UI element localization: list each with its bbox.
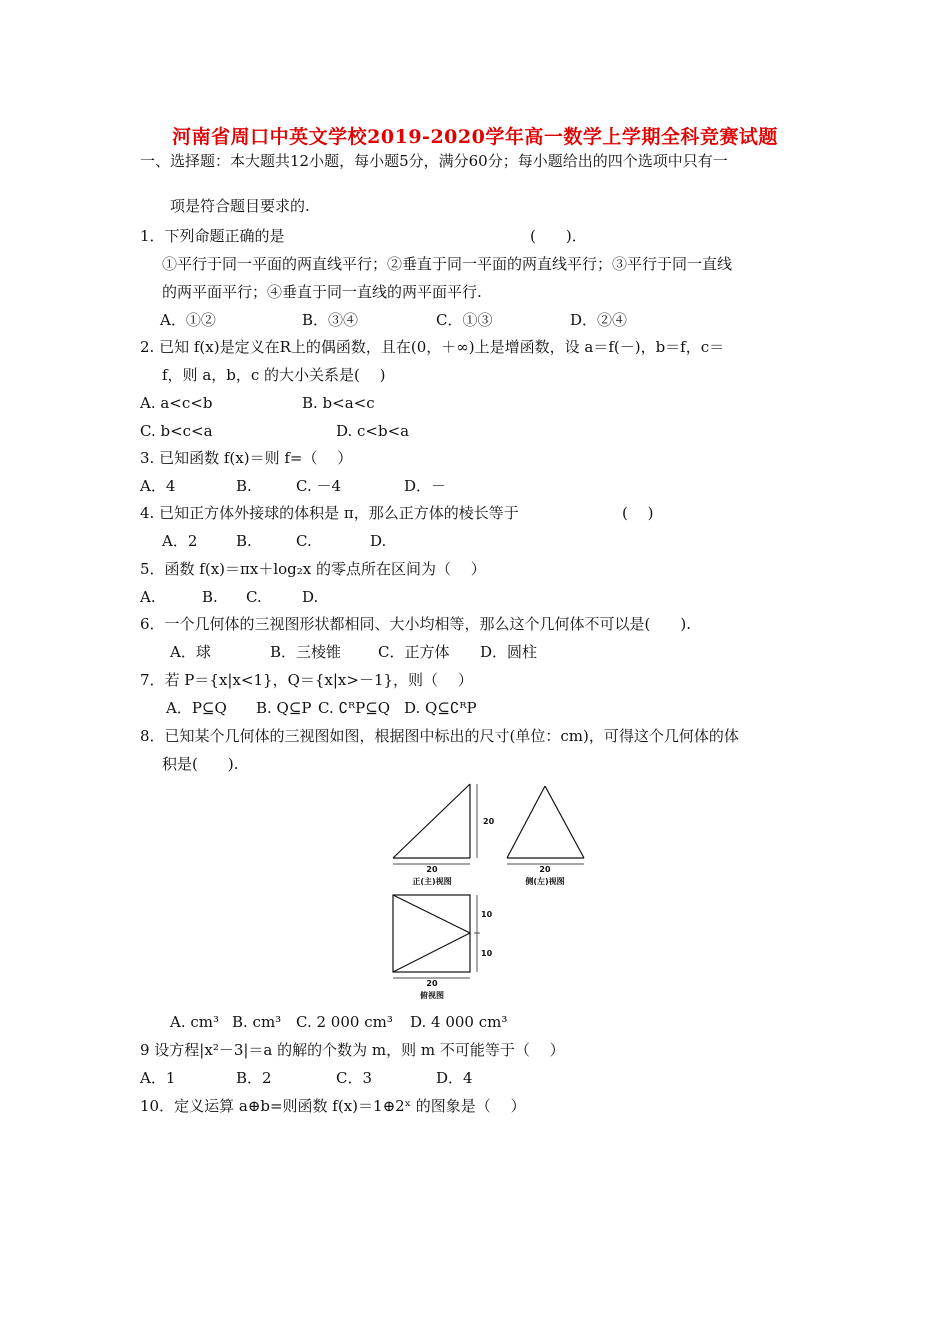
- q1-option-b: B．③④: [302, 311, 359, 329]
- q5-stem: 5．函数 f(x)＝πx＋log₂x 的零点所在区间为（ ）: [140, 560, 486, 578]
- q3-option-d: D．－: [404, 477, 447, 495]
- top-lower-label: 10: [481, 949, 493, 958]
- q3-stem: 3. 已知函数 f(x)＝则 f=（ ）: [140, 449, 353, 467]
- q8-option-c: C. 2 000 cm³: [296, 1013, 393, 1031]
- q8-option-d: D. 4 000 cm³: [410, 1013, 508, 1031]
- q5-option-b: B.: [202, 588, 218, 606]
- q5-option-a: A.: [140, 588, 156, 606]
- q9-stem: 9 设方程|x²－3|＝a 的解的个数为 m，则 m 不可能等于（ ）: [140, 1041, 565, 1059]
- q2-stem-line2: f，则 a，b，c 的大小关系是( ): [162, 366, 386, 384]
- q1-answer-paren: ( )．: [530, 227, 587, 245]
- q8-option-b: B. cm³: [232, 1013, 282, 1031]
- page-title: 河南省周口中英文学校2019-2020学年高一数学上学期全科竞赛试题: [172, 126, 778, 148]
- three-view-figure: [385, 780, 595, 1005]
- q6-option-a: A．球: [170, 643, 211, 661]
- q3-option-c: C. －4: [296, 477, 342, 495]
- q7-option-b: B. Q⊆P: [256, 699, 312, 717]
- q4-answer-paren: ( ): [622, 504, 654, 522]
- q7-stem: 7．若 P＝{x|x<1}，Q＝{x|x>－1}，则（ ）: [140, 671, 473, 689]
- q6-option-c: C．正方体: [378, 643, 450, 661]
- front-view-caption: 正(主)视图: [412, 877, 452, 886]
- q8-stem-line1: 8．已知某个几何体的三视图如图，根据图中标出的尺寸(单位：cm)，可得这个几何体的体: [140, 727, 739, 745]
- q1-option-d: D．②④: [570, 311, 628, 329]
- q8-stem-line2: 积是( ).: [162, 755, 239, 773]
- top-width-label: 20: [426, 979, 438, 988]
- top-view-caption: 俯视图: [420, 991, 444, 1000]
- section-heading-line1: 一、选择题：本大题共12小题，每小题5分，满分60分；每小题给出的四个选项中只有一: [140, 152, 728, 170]
- q2-option-d: D. c<b<a: [336, 422, 410, 440]
- q1-option-c: C．①③: [436, 311, 493, 329]
- q4-option-a: A．2: [162, 532, 198, 550]
- q2-stem-line1: 2. 已知 f(x)是定义在R上的偶函数，且在(0，＋∞)上是增函数，设 a＝f(－)，b＝f，c＝: [140, 338, 725, 356]
- q9-option-b: B．2: [236, 1069, 272, 1087]
- front-width-label: 20: [426, 865, 438, 874]
- q5-option-c: C.: [246, 588, 262, 606]
- q4-option-c: C.: [296, 532, 312, 550]
- q1-option-a: A．①②: [160, 311, 216, 329]
- q7-option-d: D. Q⊆∁ᴿP: [404, 699, 477, 717]
- q6-option-d: D．圆柱: [480, 643, 538, 661]
- q7-option-c: C. ∁ᴿP⊆Q: [318, 699, 391, 717]
- section-heading-line2: 项是符合题目要求的.: [170, 197, 310, 215]
- q7-option-a: A．P⊆Q: [166, 699, 227, 717]
- q2-option-c: C. b<c<a: [140, 422, 213, 440]
- q2-option-a: A. a<c<b: [140, 394, 213, 412]
- side-width-label: 20: [539, 865, 551, 874]
- q4-option-d: D.: [370, 532, 387, 550]
- q2-option-b: B. b<a<c: [302, 394, 375, 412]
- q9-option-d: D．4: [436, 1069, 473, 1087]
- q3-option-a: A．4: [140, 477, 176, 495]
- q1-stem: 1．下列命题正确的是: [140, 227, 285, 245]
- q9-option-a: A．1: [140, 1069, 176, 1087]
- q9-option-c: C．3: [336, 1069, 373, 1087]
- q3-option-b: B.: [236, 477, 252, 495]
- front-height-label: 20: [483, 817, 495, 826]
- side-view-caption: 侧(左)视图: [525, 877, 565, 886]
- q6-stem: 6．一个几何体的三视图形状都相同、大小均相等，那么这个几何体不可以是( ).: [140, 615, 692, 633]
- q1-body-line1: ①平行于同一平面的两直线平行；②垂直于同一平面的两直线平行；③平行于同一直线: [162, 255, 733, 273]
- q10-stem: 10．定义运算 a⊕b=则函数 f(x)＝1⊕2ˣ 的图象是（ ）: [140, 1097, 526, 1115]
- q1-body-line2: 的两平面平行；④垂直于同一直线的两平面平行.: [162, 283, 482, 301]
- q6-option-b: B．三棱锥: [270, 643, 342, 661]
- side-view: [507, 786, 584, 886]
- front-view: [393, 784, 495, 886]
- q4-stem: 4. 已知正方体外接球的体积是 π，那么正方体的棱长等于: [140, 504, 519, 522]
- q4-option-b: B.: [236, 532, 252, 550]
- top-view: [393, 895, 493, 1000]
- q5-option-d: D.: [302, 588, 319, 606]
- q8-option-a: A. cm³: [170, 1013, 220, 1031]
- top-upper-label: 10: [481, 910, 493, 919]
